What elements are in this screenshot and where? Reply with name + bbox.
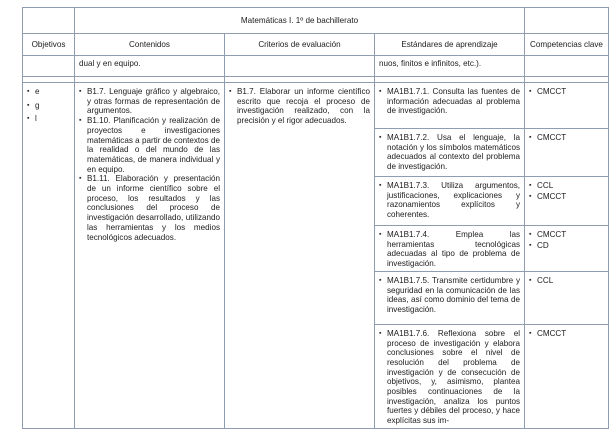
competencia-item: ▪ CMCCT (529, 192, 604, 202)
estandar-item: ▪ MA1B1.7.1. Consulta las fuentes de información adecuadas al problema de investigación. (379, 87, 520, 116)
competencia-item: ▪ CD (529, 241, 604, 251)
header-competencias: Competencias clave (525, 34, 609, 56)
estandar-cell (375, 129, 525, 177)
header-contenidos: Contenidos (75, 34, 225, 56)
competencia-item: ▪ CCL (529, 181, 604, 191)
estandares-continuation: nuos, finitos e infinitos, etc.). (375, 56, 525, 77)
competencia-item: ▪ CMCCT (529, 329, 604, 339)
objetivos-cell (23, 83, 75, 429)
contenido-item: ▪ B1.11. Elaboración y presentación de un informe científico sobre el proceso, los resultados y las conclusiones del proceso de investigación desarrollado, utilizando las herramientas y los medios tecnológicos adecuados. (79, 174, 220, 242)
criterios-cell (225, 83, 375, 429)
title-spacer-right (525, 8, 609, 34)
estandar-item: ▪ MA1B1.7.6. Reflexiona sobre el proceso de investigación y elabora conclusiones sobre el nivel de resolución del problema de investigación y de consecución de objetivos, y, asimismo, plantea posibles continuaciones de la investigación, analiza los puntos fuertes y débiles del proceso, y hace explícitas sus im- (379, 329, 520, 426)
competencia-item: ▪ CMCCT (529, 87, 604, 97)
estandar-cell (375, 226, 525, 272)
competencias-cell (525, 129, 609, 177)
header-criterios: Criterios de evaluación (225, 34, 375, 56)
objetivo-item: ▪ l (27, 114, 70, 124)
estandar-item: ▪ MA1B1.7.3. Utiliza argumentos, justificaciones, explicaciones y razonamientos explícitos y coherentes. (379, 181, 520, 220)
estandar-cell (375, 271, 525, 324)
competencia-item: ▪ CMCCT (529, 230, 604, 240)
estandar-item: ▪ MA1B1.7.5. Transmite certidumbre y seguridad en la comunicación de las ideas, así como dominio del tema de investigación. (379, 276, 520, 315)
estandar-item: ▪ MA1B1.7.2. Usa el lenguaje, la notación y los símbolos matemáticos adecuados al contexto del problema de investigación. (379, 133, 520, 172)
title-spacer (23, 8, 75, 34)
competencias-cell (525, 271, 609, 324)
contenido-item: ▪ B1.10. Planificación y realización de proyectos e investigaciones matemáticas a partir de contextos de la realidad o del mundo de las matemáticas, de manera individual y en equipo. (79, 116, 220, 174)
competencias-cell (525, 177, 609, 226)
competencias-cell (525, 83, 609, 129)
estandar-cell (375, 177, 525, 226)
contenidos-cell (75, 83, 225, 429)
header-estandares: Estándares de aprendizaje (375, 34, 525, 56)
competencia-item: ▪ CCL (529, 276, 604, 286)
objetivo-item: ▪ e (27, 87, 70, 97)
competencias-cell (525, 226, 609, 272)
criterio-item: ▪ B1.7. Elaborar un informe científico escrito que recoja el proceso de investigación realizado, con la precisión y el rigor adecuados. (229, 87, 370, 126)
contenidos-continuation: dual y en equipo. (75, 56, 225, 77)
competencia-item: ▪ CMCCT (529, 133, 604, 143)
competencias-cell (525, 324, 609, 428)
header-objetivos: Objetivos (23, 34, 75, 56)
contenido-item: ▪ B1.7. Lenguaje gráfico y algebraico, y otras formas de representación de argumentos. (79, 87, 220, 116)
curriculum-table (22, 7, 609, 429)
estandar-cell (375, 83, 525, 129)
table-title: Matemáticas I. 1º de bachillerato (75, 8, 525, 34)
estandar-item: ▪ MA1B1.7.4. Emplea las herramientas tecnológicas adecuadas al tipo de problema de investigación. (379, 230, 520, 269)
estandar-cell (375, 324, 525, 428)
objetivo-item: ▪ g (27, 101, 70, 111)
